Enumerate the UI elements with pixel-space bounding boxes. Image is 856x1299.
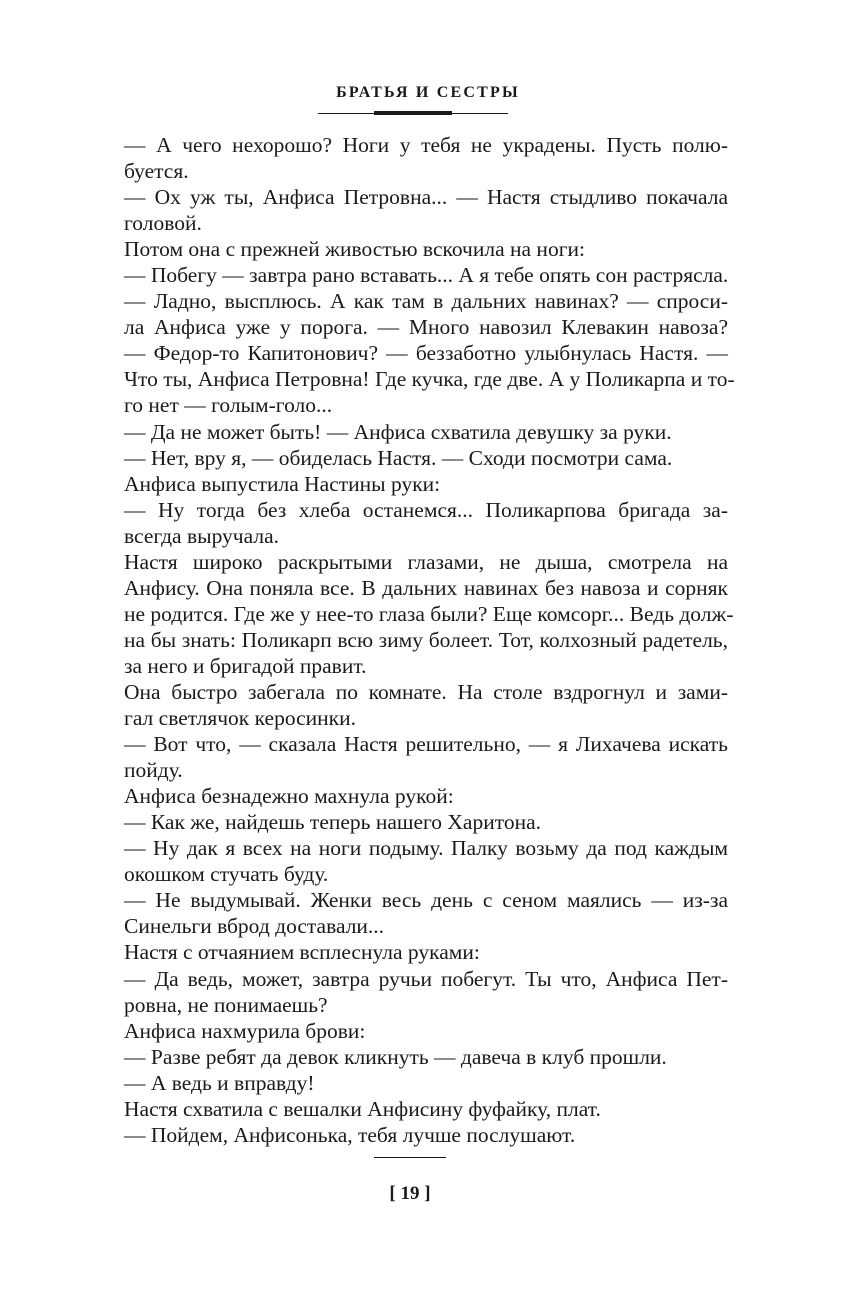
- text-line: — Да ведь, может, завтра ручьи побегут. Ты что, Анфиса Пет-: [124, 966, 728, 991]
- text-line: ла Анфиса уже у порога. — Много навозил Клевакин навоза?: [124, 315, 728, 340]
- body-text: [124, 132, 735, 1148]
- text-line: Что ты, Анфиса Петровна! Где кучка, где две. А у Поликарпа и то-: [124, 367, 735, 392]
- text-line: Анфиса нахмурила брови:: [124, 1018, 366, 1043]
- text-line: за него и бригадой правит.: [124, 653, 367, 678]
- text-line: Потом она с прежней живостью вскочила на ноги:: [124, 237, 585, 262]
- text-line: го нет — голым-голо...: [124, 393, 333, 418]
- text-line: Она быстро забегала по комнате. На столе вздрогнул и зами-: [124, 679, 728, 704]
- text-line: — Ну тогда без хлеба останемся... Поликарпова бригада за-: [124, 497, 728, 522]
- text-line: — Побегу — завтра рано вставать... А я тебе опять сон растрясла.: [124, 263, 729, 288]
- text-line: Настя схватила с вешалки Анфисину фуфайку, плат.: [124, 1096, 601, 1121]
- text-line: Настя широко раскрытыми глазами, не дыша, смотрела на: [124, 549, 728, 574]
- text-line: Настя с отчаянием всплеснула руками:: [124, 940, 480, 965]
- text-line: — Разве ребят да девок кликнуть — давеча в клуб прошли.: [124, 1044, 667, 1069]
- text-line: буется.: [124, 159, 189, 184]
- header-rule-thick: [374, 111, 452, 115]
- text-line: пойду.: [124, 758, 183, 783]
- text-line: на бы знать: Поликарп всю зиму болеет. Тот, колхозный радетель,: [124, 627, 728, 652]
- text-line: — Как же, найдешь теперь нашего Харитона.: [124, 810, 542, 835]
- text-line: всегда выручала.: [124, 523, 279, 548]
- text-line: Анфиса выпустила Настины руки:: [124, 471, 441, 496]
- page-number: [ 19 ]: [389, 1183, 431, 1204]
- text-line: — Пойдем, Анфисонька, тебя лучше послушают.: [124, 1122, 576, 1147]
- text-line: окошком стучать буду.: [124, 862, 329, 887]
- text-line: ровна, не понимаешь?: [124, 992, 328, 1017]
- text-line: гал светлячок керосинки.: [124, 706, 356, 731]
- running-head-title: БРАТЬЯ И СЕСТРЫ: [336, 84, 520, 101]
- text-line: — А чего нехорошо? Ноги у тебя не украдены. Пусть полю-: [124, 133, 728, 157]
- text-line: — А ведь и вправду!: [124, 1070, 315, 1095]
- text-line: — Да не может быть! — Анфиса схватила девушку за руки.: [124, 419, 672, 444]
- text-line: — Ладно, высплюсь. А как там в дальних навинах? — спроси-: [124, 289, 728, 314]
- text-line: не родится. Где же у нее-то глаза были? Еще комсорг... Ведь долж-: [124, 601, 734, 626]
- text-line: головой.: [124, 211, 202, 236]
- text-line: Синельги вброд доставали...: [124, 914, 385, 939]
- text-line: — Вот что, — сказала Настя решительно, — я Лихачева искать: [124, 732, 728, 757]
- text-line: — Ох уж ты, Анфиса Петровна... — Настя стыдливо покачала: [124, 185, 728, 210]
- text-line: — Федор-то Капитонович? — беззаботно улыбнулась Настя. —: [124, 341, 728, 366]
- text-line: — Ну дак я всех на ноги подыму. Палку возьму да под каждым: [124, 836, 728, 861]
- text-line: — Не выдумывай. Женки весь день с сеном маялись — из-за: [124, 888, 728, 913]
- text-line: Анфису. Она поняла все. В дальних навинах без навоза и сорняк: [124, 575, 728, 600]
- text-line: Анфиса безнадежно махнула рукой:: [124, 784, 454, 809]
- text-line: — Нет, вру я, — обиделась Настя. — Сходи посмотри сама.: [124, 445, 673, 470]
- footer-rule: [374, 1157, 446, 1158]
